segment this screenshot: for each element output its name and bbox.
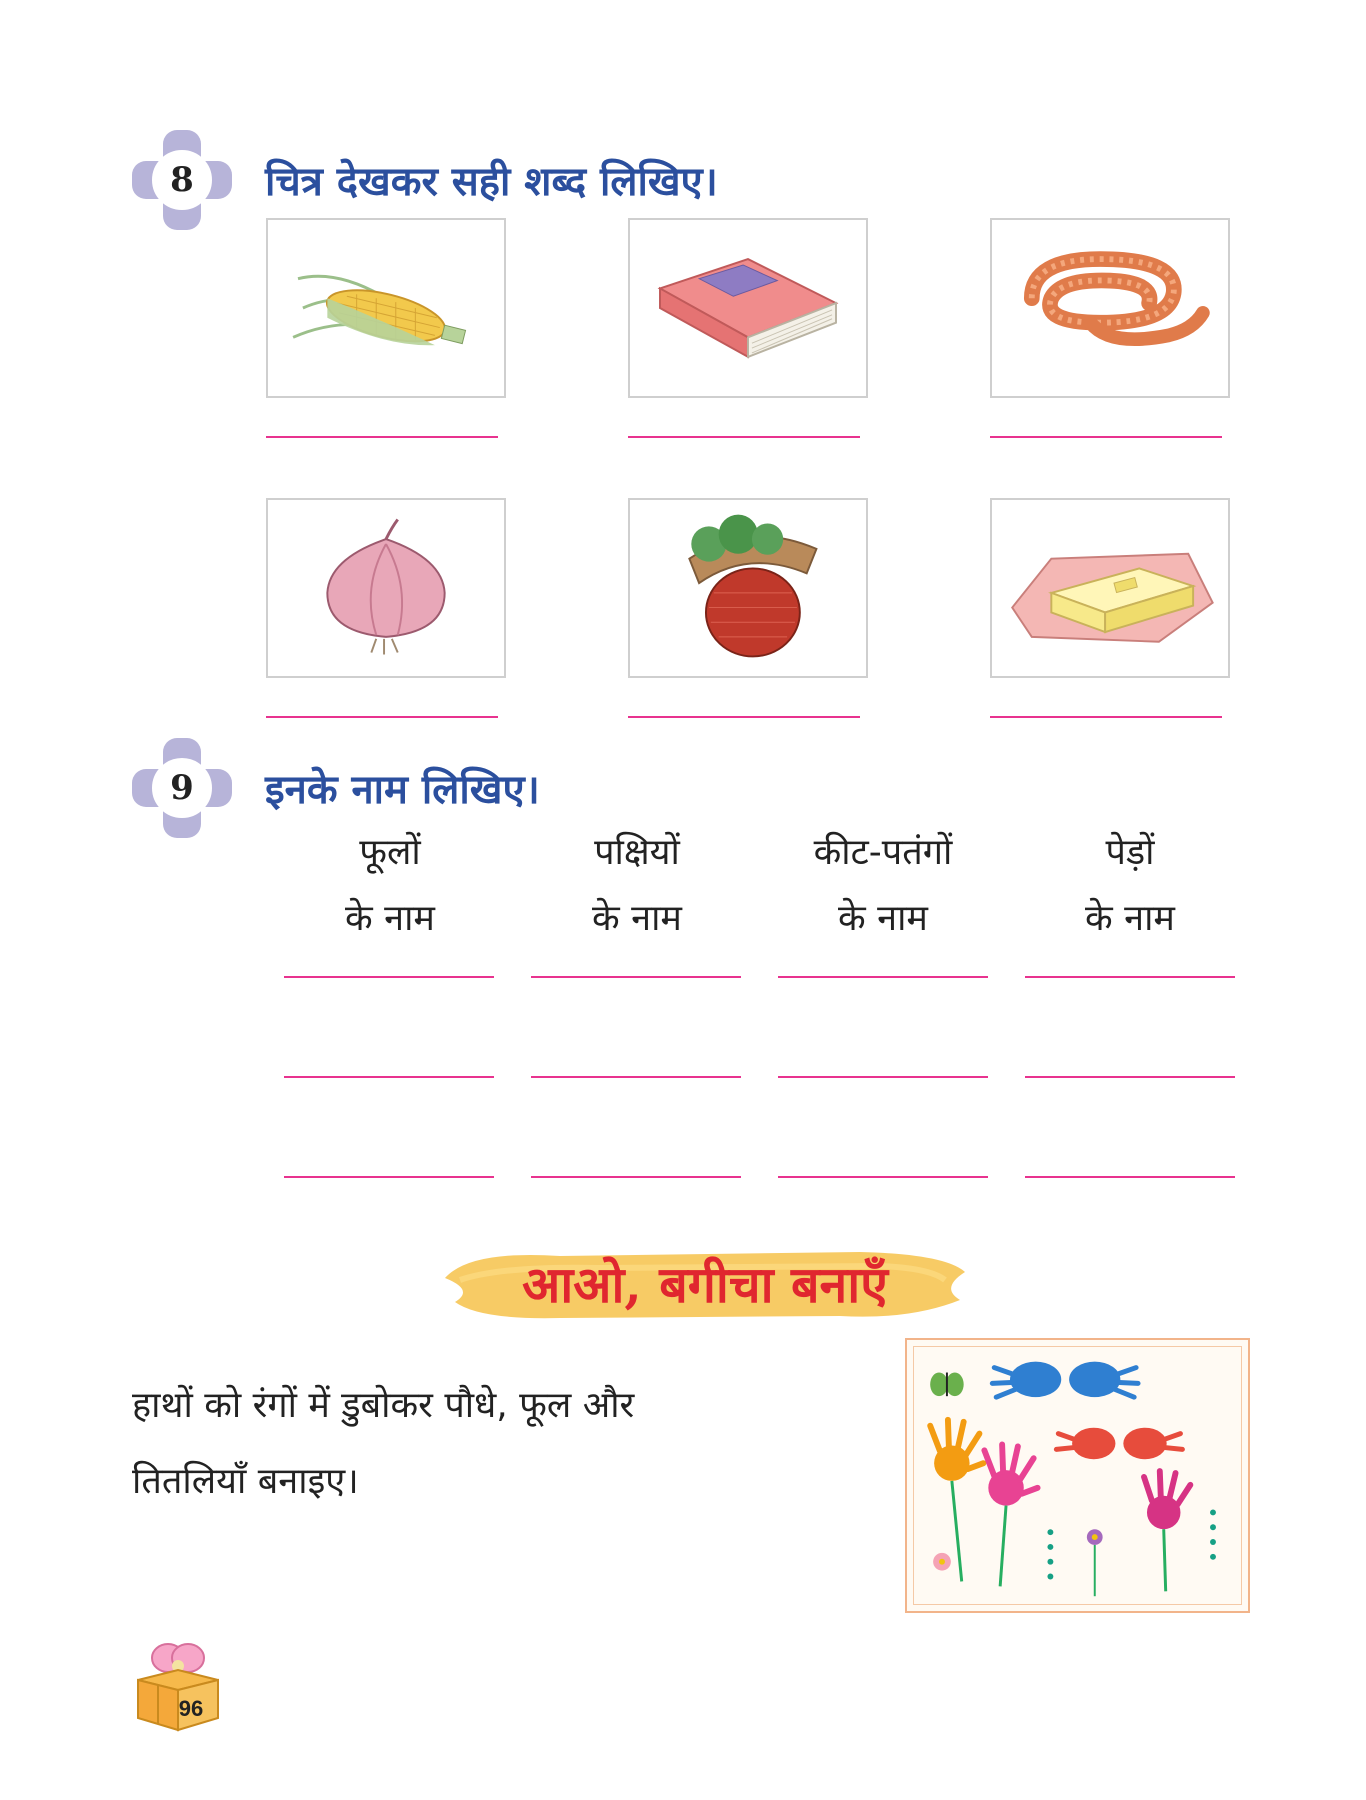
activity-banner-title: आओ, बगीचा बनाएँ: [522, 1255, 888, 1314]
picture-box-corn: [266, 218, 506, 398]
answer-line[interactable]: [628, 716, 860, 718]
corn-icon: [268, 220, 504, 396]
answer-line[interactable]: [531, 1076, 741, 1078]
answer-line[interactable]: [284, 1076, 494, 1078]
page-number: 96: [178, 1696, 204, 1721]
rope-icon: [992, 220, 1228, 396]
handprint-garden-icon: [907, 1340, 1248, 1611]
activity-instructions: हाथों को रंगों में डुबोकर पौधे, फूल और तितलियाँ बनाइए।: [132, 1385, 635, 1502]
answer-line[interactable]: [1025, 1076, 1235, 1078]
answer-line[interactable]: [266, 716, 498, 718]
question-8-number: 8: [152, 150, 212, 210]
answer-line[interactable]: [990, 436, 1222, 438]
answer-line[interactable]: [284, 1176, 494, 1178]
column-heading-flowers: फूलों के नाम: [345, 832, 435, 939]
answer-line[interactable]: [778, 1076, 988, 1078]
question-9-title: इनके नाम लिखिए।: [265, 767, 540, 813]
question-9-number: 9: [152, 758, 212, 818]
picture-box-rope: [990, 218, 1230, 398]
answer-line[interactable]: [284, 976, 494, 978]
question-8-badge: [132, 130, 232, 230]
answer-line[interactable]: [531, 1176, 741, 1178]
question-8-title: चित्र देखकर सही शब्द लिखिए।: [265, 159, 718, 205]
book-icon: [630, 220, 866, 396]
answer-line[interactable]: [1025, 976, 1235, 978]
picture-box-onion: [266, 498, 506, 678]
picture-box-book: [628, 218, 868, 398]
picture-box-butter: [990, 498, 1230, 678]
answer-line[interactable]: [990, 716, 1222, 718]
picture-box-beehive: [628, 498, 868, 678]
column-heading-insects: कीट-पतंगों के नाम: [813, 832, 953, 939]
beehive-icon: [630, 500, 866, 676]
column-heading-trees: पेड़ों के नाम: [1085, 832, 1175, 939]
butter-icon: [992, 500, 1228, 676]
onion-icon: [268, 500, 504, 676]
answer-line[interactable]: [778, 976, 988, 978]
answer-line[interactable]: [778, 1176, 988, 1178]
column-heading-birds: पक्षियों के नाम: [592, 832, 682, 939]
question-9-badge: [132, 738, 232, 838]
answer-line[interactable]: [1025, 1176, 1235, 1178]
answer-line[interactable]: [531, 976, 741, 978]
activity-banner: [440, 1238, 970, 1328]
answer-line[interactable]: [266, 436, 498, 438]
answer-line[interactable]: [628, 436, 860, 438]
page-number-box: [132, 1640, 224, 1732]
handprint-garden-picture: [905, 1338, 1250, 1613]
